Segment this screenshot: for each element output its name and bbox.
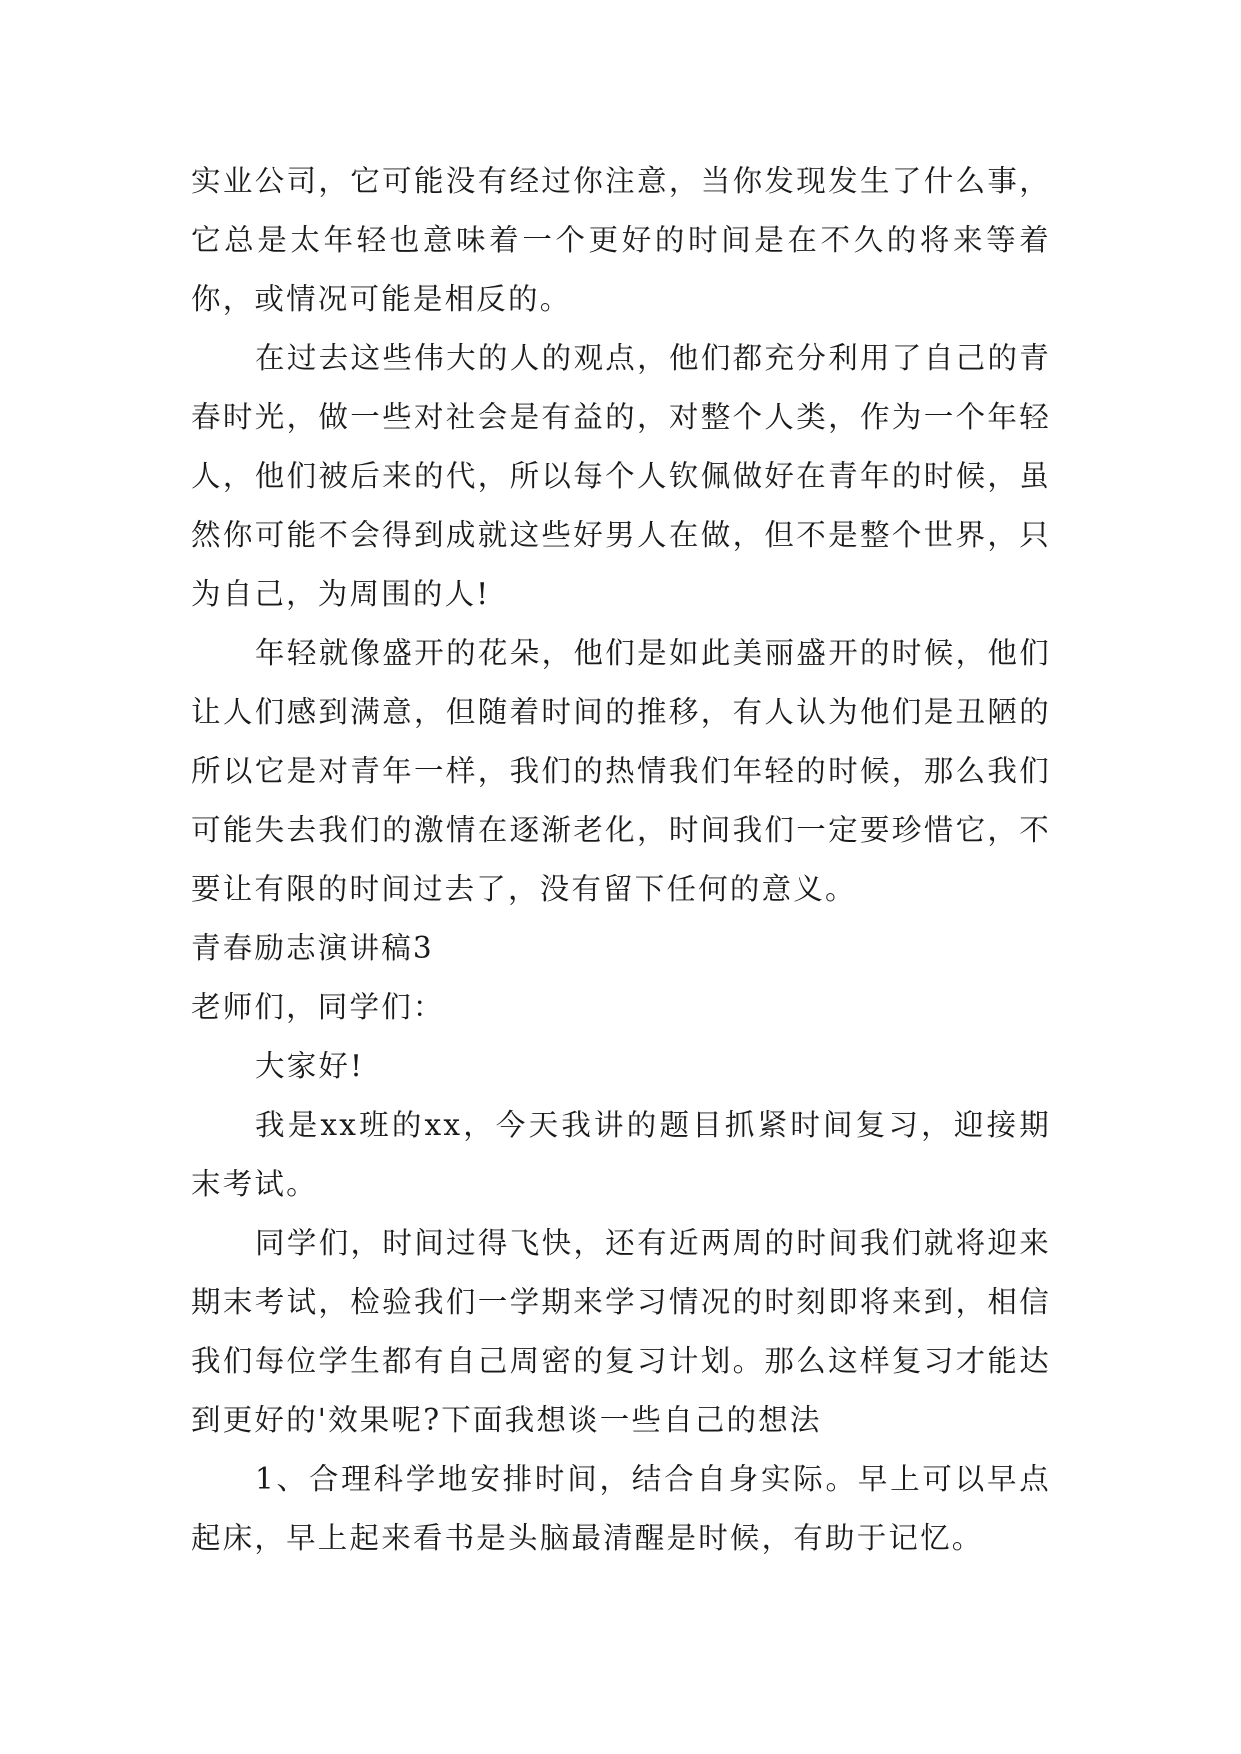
paragraph-6: 1、合理科学地安排时间，结合自身实际。早上可以早点起床，早上起来看书是头脑最清醒是时候，有助于记忆。 [191,1462,1051,1555]
paragraph-4: 我是xx班的xx，今天我讲的题目抓紧时间复习，迎接期末考试。 [191,1108,1051,1201]
paragraph-2: 在过去这些伟大的人的观点，他们都充分利用了自己的青春时光，做一些对社会是有益的，对整个人类，作为一个年轻人，他们被后来的代，所以每个人钦佩做好在青年的时候，虽然你可能不会得到成就这些好男人在做，但不是整个世界，只为自己，为周围的人! [191,341,1051,611]
greeting: 大家好! [255,1049,365,1083]
salutation: 老师们，同学们： [191,990,445,1024]
section-title: 青春励志演讲稿3 [191,931,434,965]
paragraph-5: 同学们，时间过得飞快，还有近两周的时间我们就将迎来期末考试，检验我们一学期来学习情况的时刻即将来到，相信我们每位学生都有自己周密的复习计划。那么这样复习才能达到更好的'效果呢?下面我想谈一些自己的想法 [191,1226,1051,1437]
document-body [191,152,1051,1568]
paragraph-1: 实业公司，它可能没有经过你注意，当你发现发生了什么事，它总是太年轻也意味着一个更好的时间是在不久的将来等着你，或情况可能是相反的。 [191,164,1051,316]
paragraph-3: 年轻就像盛开的花朵，他们是如此美丽盛开的时候，他们让人们感到满意，但随着时间的推移，有人认为他们是丑陋的所以它是对青年一样，我们的热情我们年轻的时候，那么我们可能失去我们的激情在逐渐老化，时间我们一定要珍惜它，不要让有限的时间过去了，没有留下任何的意义。 [191,636,1051,906]
